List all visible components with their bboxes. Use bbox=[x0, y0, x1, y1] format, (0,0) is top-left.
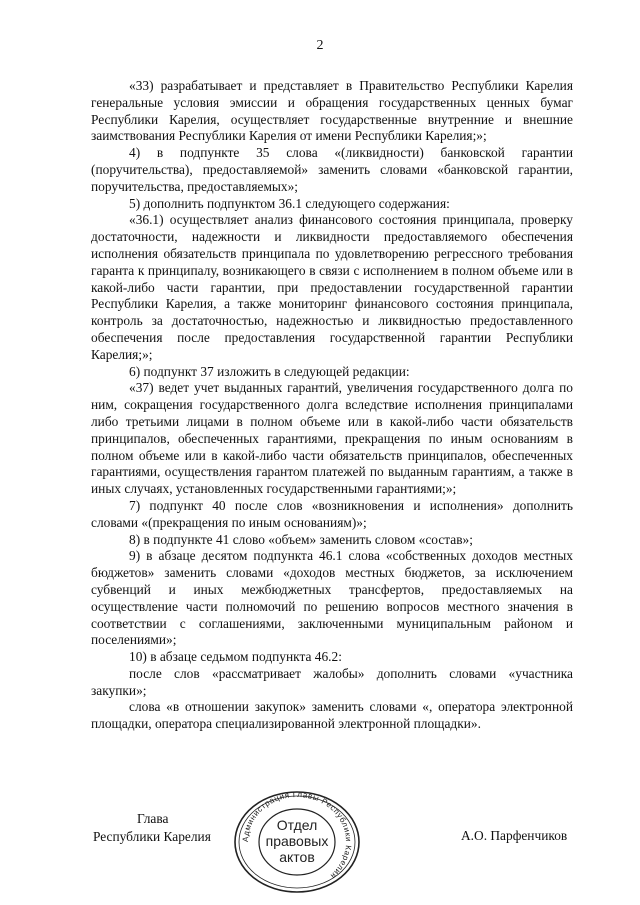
paragraph: «33) разрабатывает и представляет в Правительство Республики Карелия генеральные условия эмиссии и обращения государственных ценных бумаг Республики Карелия, осуществляет государственные внутренние и внешние заимствования Республики Карелия от имени Республики Карелия;»; bbox=[91, 78, 573, 144]
signatory-position bbox=[93, 810, 211, 846]
paragraph: 9) в абзаце десятом подпункта 46.1 слова «собственных доходов местных бюджетов» заменить словами «доходов местных бюджетов, за исключением субвенций и иных межбюджетных трансфертов, предоставляемых на осуществление части полномочий по решению вопросов местного значения в соответствии с соглашениями, заключенными муниципальным районом и поселениями»; bbox=[91, 548, 573, 648]
paragraph: «36.1) осуществляет анализ финансового состояния принципала, проверку достаточности, надежности и ликвидности предоставляемого обеспечения исполнения обязательств принципала по удовлетворению регрессного требования гаранта к принципалу, возникающего в связи с исполнением в полном объеме или в какой-либо части гарантии, при предоставлении государственной гарантии Республики Карелия, а также мониторинг финансового состояния принципала, контроль за достаточностью, надежностью и ликвидностью предоставленного обеспечения после предоставления государственной гарантии Республики Карелия;»; bbox=[91, 212, 573, 362]
signatory-region: Республики Карелия bbox=[93, 829, 211, 844]
paragraph: 5) дополнить подпунктом 36.1 следующего содержания: bbox=[129, 195, 450, 211]
signatory-title: Глава bbox=[137, 811, 169, 826]
paragraph: 4) в подпункте 35 слова «(ликвидности) банковской гарантии (поручительства), предоставляемой» заменить словами «банковской гарантии, поручительства, предоставляемых»; bbox=[91, 145, 573, 194]
signatory-name: А.О. Парфенчиков bbox=[461, 828, 568, 843]
stamp-line3: актов bbox=[279, 849, 315, 865]
page-number: 2 bbox=[316, 38, 324, 53]
paragraph: «37) ведет учет выданных гарантий, увеличения государственного долга по ним, сокращения государственного долга вследствие исполнения принципалами либо третьими лицами в полном объеме или в какой-либо части обязательств принципалов, обеспеченных гарантиями, прекращения по иным основаниям в полном объеме или в какой-либо части обязательств принципалов, обеспеченных гарантиями, осуществления гарантом платежей по выданным гарантиям, а также в иных случаях, установленных государственными гарантиями;»; bbox=[91, 380, 573, 497]
paragraph: 8) в подпункте 41 слово «объем» заменить словом «состав»; bbox=[129, 531, 473, 547]
paragraph: слова «в отношении закупок» заменить словами «, оператора электронной площадки, оператора специализированной электронной площадки». bbox=[91, 699, 573, 732]
paragraph: 10) в абзаце седьмом подпункта 46.2: bbox=[129, 649, 342, 665]
official-stamp bbox=[232, 790, 362, 894]
paragraph: после слов «рассматривает жалобы» дополнить словами «участника закупки»; bbox=[91, 665, 573, 698]
stamp-line1: Отдел bbox=[276, 817, 318, 833]
stamp-line2: правовых bbox=[265, 833, 329, 849]
paragraph: 7) подпункт 40 после слов «возникновения и исполнения» дополнить словами «(прекращения по иным основаниям)»; bbox=[91, 497, 573, 530]
paragraph: 6) подпункт 37 изложить в следующей редакции: bbox=[129, 363, 410, 379]
document-body bbox=[91, 78, 573, 733]
stamp-ring-text: Администрация Главы Республики Карелия bbox=[240, 790, 354, 881]
